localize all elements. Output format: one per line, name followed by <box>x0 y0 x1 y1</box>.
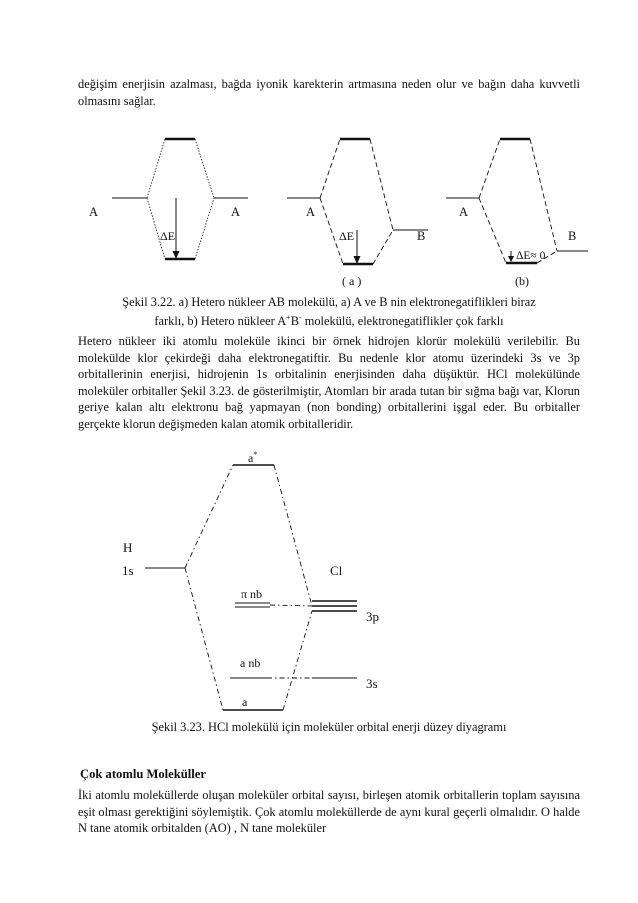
correlation-line <box>479 198 506 263</box>
left-atom-label: A <box>459 205 469 219</box>
arrow-head <box>508 256 514 262</box>
section-heading: Çok atomlu Moleküller <box>80 767 206 781</box>
h-atom-label: H <box>123 540 133 555</box>
figure-3-22-caption-line2: farklı, b) Hetero nükleer A+B- molekülü, elektronegatiflikler çok farklı <box>154 313 504 329</box>
figure-3-23-caption: Şekil 3.23. HCl molekülü için moleküler orbital enerji düzey diyagramı <box>151 720 507 734</box>
figure-3-22-diagram <box>0 0 638 300</box>
pi-nb-label: π nb <box>241 587 263 601</box>
delta-e-label: ΔE≈ 0 <box>516 250 546 262</box>
correlation-line <box>274 465 312 606</box>
correlation-line <box>373 230 393 264</box>
correlation-line <box>320 139 340 198</box>
correlation-line <box>185 568 223 710</box>
delta-e-label: ΔE <box>339 229 355 243</box>
intro-paragraph: değişim enerjisin azalması, bağda iyonik karekterin artmasına neden olur ve bağın daha kuvvetli olmasını sağlar. <box>78 77 580 108</box>
body-paragraph: Hetero nükleer iki atomlu moleküle ikinci bir örnek hidrojen klorür molekülü verilebilir. Bu molekülde klor çekirdeği daha elektronegatiftir. Bu nedenle klor atomu üzerindeki 3s ve 3p orbitallerinin enerjisi, hidrojenin 1s orbitalinin enerjisinden daha düşüktür. HCl molekülünde moleküler orbitaller Şekil 3.23. de gösterilmiştir, Atomları bir arada tutan bir sığma bağı var, Klorun geriye kalan altı elektronu bağ yapmayan (non bonding) orbitallerini işgal eder. Bu orbitaller gerçekte klorun değişmeden kalan atomik orbitalleridir. <box>78 334 580 431</box>
right-atom-label: B <box>417 229 426 243</box>
correlation-line <box>283 611 312 710</box>
cl-atom-label: Cl <box>330 563 343 578</box>
delta-e-label: ΔE <box>160 229 176 243</box>
correlation-line <box>147 139 165 198</box>
h-1s-label: 1s <box>122 563 134 578</box>
correlation-line <box>270 605 312 606</box>
left-atom-label: A <box>306 205 316 219</box>
correlation-line <box>195 139 214 198</box>
antibonding-label: a* <box>248 450 258 465</box>
left-atom-label: A <box>89 205 99 219</box>
mo-diagram-b <box>446 139 588 263</box>
cl-3s-label: 3s <box>366 676 378 691</box>
bonding-label: a <box>242 695 248 709</box>
mo-diagram-a <box>287 139 428 264</box>
correlation-line <box>370 139 393 230</box>
correlation-line <box>185 465 233 568</box>
final-paragraph: İki atomlu moleküllerde oluşan moleküler orbital sayısı, birleşen atomik orbitallerin toplam sayısına eşit olması gerektiğini söylemiştik. Çok atomlu moleküllerde de aynı kural geçerli olmalıdır. O halde N tane atomik orbitalden (AO) , N tane moleküler <box>78 788 580 836</box>
right-atom-label: B <box>568 229 577 243</box>
correlation-line <box>479 139 500 198</box>
mo-diagram-homonuclear <box>112 139 248 259</box>
figure-3-23-diagram <box>0 440 638 740</box>
sub-figure-label: (b) <box>515 274 529 288</box>
figure-3-22-caption-line1: Şekil 3.22. a) Hetero nükleer AB molekülü, a) A ve B nin elektronegatiflikleri biraz <box>122 295 536 309</box>
correlation-line <box>195 198 214 259</box>
a-nb-label: a nb <box>240 656 261 670</box>
correlation-line <box>530 139 557 251</box>
sub-figure-label: ( a ) <box>342 274 362 288</box>
right-atom-label: A <box>231 205 241 219</box>
cl-3p-label: 3p <box>366 609 379 624</box>
